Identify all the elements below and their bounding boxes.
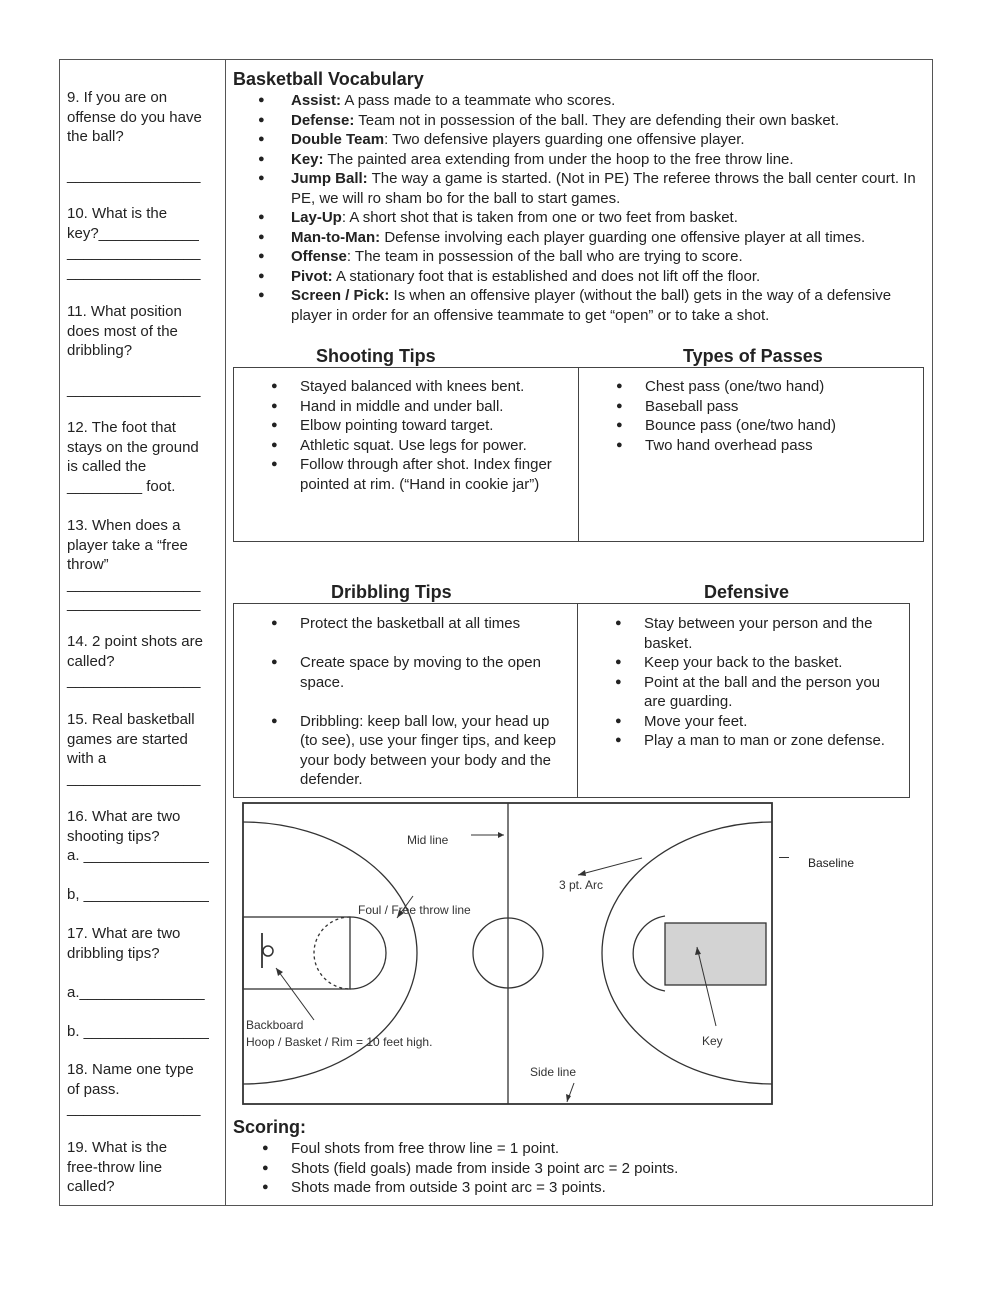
vocab-item: ● Assist: A pass made to a teammate who scores. bbox=[258, 91, 923, 111]
question-19: 19. What is the free-throw line called? bbox=[67, 1139, 168, 1195]
question-13: 13. When does a player take a “free throw” ________________ ________________ bbox=[67, 517, 201, 612]
list-item: ● Elbow pointing toward target. bbox=[271, 416, 556, 436]
baseline-arrow-ext bbox=[779, 857, 789, 858]
label-key: Key bbox=[702, 1034, 723, 1048]
shooting-title: Shooting Tips bbox=[316, 346, 436, 366]
list-item: ● Foul shots from free throw line = 1 point. bbox=[262, 1139, 902, 1159]
list-item: ● Move your feet. bbox=[615, 712, 903, 732]
list-item: ● Two hand overhead pass bbox=[616, 436, 916, 456]
shooting-list bbox=[271, 377, 556, 494]
defensive-list bbox=[615, 614, 903, 751]
question-12: 12. The foot that stays on the ground is called the _________ foot. bbox=[67, 419, 199, 495]
vocab-item: ● Offense: The team in possession of the ball who are trying to score. bbox=[258, 247, 923, 267]
scoring-title: Scoring: bbox=[233, 1117, 307, 1137]
tips-box-bottom-divider bbox=[577, 603, 578, 798]
list-item: ● Stay between your person and the basket. bbox=[615, 614, 903, 653]
passes-list bbox=[616, 377, 916, 455]
vocab-item: ● Lay-Up: A short shot that is taken from one or two feet from basket. bbox=[258, 208, 923, 228]
list-item: ● Create space by moving to the open space. bbox=[271, 653, 563, 692]
list-item: ● Hand in middle and under ball. bbox=[271, 397, 556, 417]
list-item: ● Play a man to man or zone defense. bbox=[615, 731, 903, 751]
arrow-head bbox=[578, 870, 586, 876]
scoring-list bbox=[262, 1139, 902, 1198]
left-ft-circle bbox=[350, 917, 386, 989]
vocab-item: ● Defense: Team not in possession of the ball. They are defending their own basket. bbox=[258, 111, 923, 131]
question-18: 18. Name one type of pass. ________________ bbox=[67, 1061, 201, 1117]
defensive-title: Defensive bbox=[704, 582, 790, 602]
vocab-item: ● Jump Ball: The way a game is started. (Not in PE) The referee throws the ball center court. In PE, we will ro sham bo for the ball to start games. bbox=[258, 169, 923, 208]
label-hoop: Hoop / Basket / Rim = 10 feet high. bbox=[246, 1035, 433, 1049]
question-14: 14. 2 point shots are called? ________________ bbox=[67, 633, 203, 689]
list-item: ● Keep your back to the basket. bbox=[615, 653, 903, 673]
vocab-title: Basketball Vocabulary bbox=[233, 69, 424, 89]
question-9: 9. If you are on offense do you have the ball? ________________ bbox=[67, 89, 202, 184]
backboard-arrow bbox=[276, 968, 314, 1020]
question-10: 10. What is the key?____________ ________________ ________________ bbox=[67, 205, 201, 281]
list-item: ● Dribbling: keep ball low, your head up (to see), use your finger tips, and keep your body between your body and the defender. bbox=[271, 712, 563, 790]
question-16: 16. What are two shooting tips? a. _______________ b, _______________ bbox=[67, 808, 209, 903]
tips-box-divider bbox=[578, 367, 579, 542]
arc-arrow bbox=[578, 858, 642, 875]
column-divider bbox=[225, 59, 226, 1206]
label-backboard: Backboard bbox=[246, 1018, 304, 1032]
court-diagram bbox=[240, 800, 775, 1108]
passes-title: Types of Passes bbox=[683, 346, 823, 366]
question-11: 11. What position does most of the dribbling? ________________ bbox=[67, 303, 201, 398]
left-ft-circle-dashed bbox=[314, 917, 350, 989]
question-15: 15. Real basketball games are started with a ________________ bbox=[67, 711, 201, 787]
list-item: ● Baseball pass bbox=[616, 397, 916, 417]
vocab-item: ● Screen / Pick: Is when an offensive player (without the ball) gets in the way of a defensive player in order for an offensive teammate to get “open” or to take a shot. bbox=[258, 286, 923, 325]
dribbling-list bbox=[271, 614, 563, 790]
list-item: ● Bounce pass (one/two hand) bbox=[616, 416, 916, 436]
label-foul-line: Foul / Free throw line bbox=[358, 903, 471, 917]
list-item: ● Athletic squat. Use legs for power. bbox=[271, 436, 556, 456]
list-item: ● Stayed balanced with knees bent. bbox=[271, 377, 556, 397]
right-key-shaded bbox=[665, 923, 766, 985]
list-item: ● Shots made from outside 3 point arc = 3 points. bbox=[262, 1178, 902, 1198]
right-ft-circle bbox=[633, 916, 665, 991]
dribbling-title: Dribbling Tips bbox=[331, 582, 452, 602]
label-mid-line: Mid line bbox=[407, 833, 449, 847]
baseline-label: Baseline bbox=[808, 856, 855, 870]
vocab-item: ● Key: The painted area extending from under the hoop to the free throw line. bbox=[258, 150, 923, 170]
list-item: ● Point at the ball and the person you are guarding. bbox=[615, 673, 903, 712]
list-item: ● Protect the basketball at all times bbox=[271, 614, 563, 634]
arrow-head bbox=[566, 1094, 571, 1102]
vocab-item: ● Pivot: A stationary foot that is established and does not lift off the floor. bbox=[258, 267, 923, 287]
label-three-pt-arc: 3 pt. Arc bbox=[559, 878, 604, 892]
arrow-head bbox=[276, 968, 283, 976]
question-17: 17. What are two dribbling tips? a._______________ b. _______________ bbox=[67, 925, 209, 1040]
vocab-list bbox=[258, 91, 923, 325]
left-key bbox=[243, 917, 350, 989]
vocab-item: ● Double Team: Two defensive players guarding one offensive player. bbox=[258, 130, 923, 150]
vocab-item: ● Man-to-Man: Defense involving each player guarding one offensive player at all times. bbox=[258, 228, 923, 248]
list-item: ● Chest pass (one/two hand) bbox=[616, 377, 916, 397]
list-item: ● Follow through after shot. Index finger pointed at rim. (“Hand in cookie jar”) bbox=[271, 455, 556, 494]
label-side-line: Side line bbox=[530, 1065, 577, 1079]
arrow-head bbox=[498, 832, 504, 838]
list-item: ● Shots (field goals) made from inside 3 point arc = 2 points. bbox=[262, 1159, 902, 1179]
hoop-rim bbox=[263, 946, 273, 956]
